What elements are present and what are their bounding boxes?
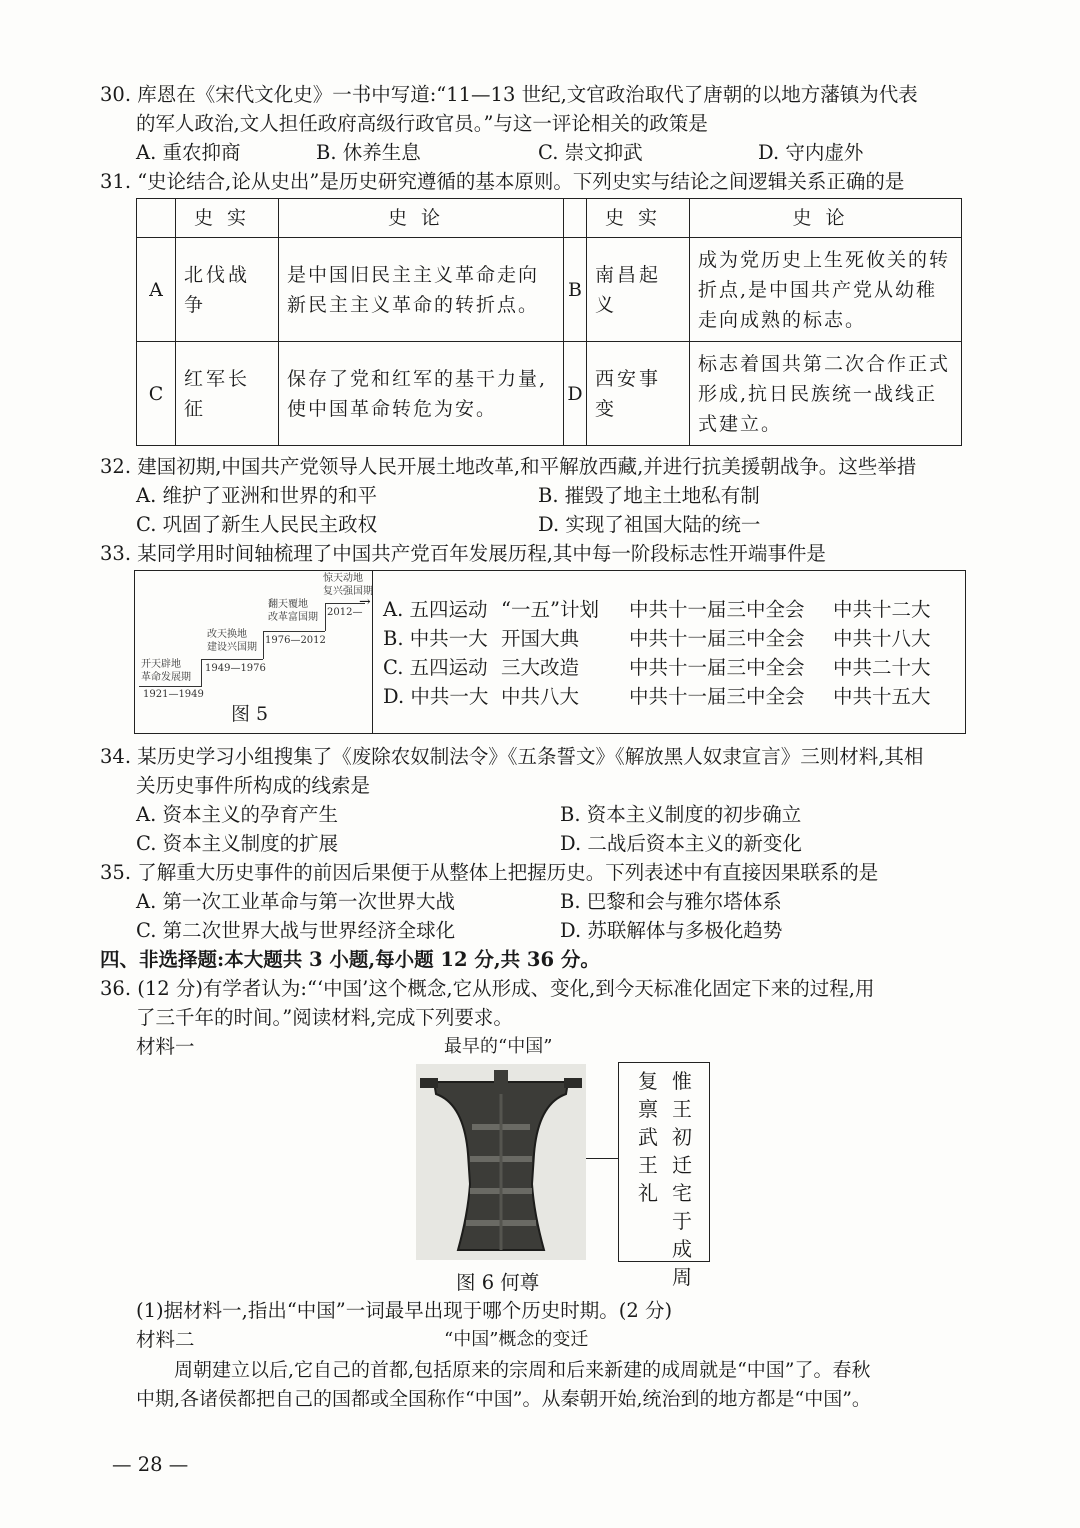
material-1-label: 材料一 bbox=[136, 1035, 195, 1058]
timeline-arrow-icon: → bbox=[359, 594, 371, 610]
q32-option-b: B. 摧毁了地主土地私有制 bbox=[538, 484, 760, 507]
timeline-step-2-line bbox=[201, 659, 263, 660]
q31-letter-a: A bbox=[137, 238, 176, 342]
q36-stem-line2: 了三千年的时间。”阅读材料,完成下列要求。 bbox=[136, 1006, 513, 1029]
material-1-title: 最早的“中国” bbox=[444, 1036, 553, 1057]
q31-claim-a: 是中国旧民主主义革命走向新民主主义革命的转折点。 bbox=[279, 238, 564, 342]
timeline-riser-2 bbox=[263, 631, 264, 659]
q33-figure-caption: 图 5 bbox=[231, 703, 269, 725]
q32-option-d: D. 实现了祖国大陆的统一 bbox=[538, 513, 761, 536]
q35-stem: 35. 了解重大历史事件的前因后果便于从整体上把握历史。下列表述中有直接因果联系的是 bbox=[100, 861, 879, 884]
q34-option-d: D. 二战后资本主义的新变化 bbox=[560, 832, 802, 855]
timeline-step-1-period: 1921—1949 bbox=[143, 689, 204, 700]
q30-option-c: C. 崇文抑武 bbox=[538, 141, 643, 164]
q36-subquestion-1: (1)据材料一,指出“中国”一词最早出现于哪个历史时期。(2 分) bbox=[136, 1299, 673, 1322]
q31-fact-d: 西安事变 bbox=[587, 342, 690, 446]
q33-option-b: B. 中共一大 开国大典 中共十一届三中全会 中共十八大 bbox=[383, 627, 931, 650]
q31-table bbox=[136, 198, 962, 446]
q34-option-b: B. 资本主义制度的初步确立 bbox=[560, 803, 802, 826]
q34-option-a: A. 资本主义的孕育产生 bbox=[136, 803, 338, 826]
timeline-step-4-period: 2012— bbox=[327, 607, 363, 618]
q35-option-a: A. 第一次工业革命与第一次世界大战 bbox=[136, 890, 455, 913]
q30-option-d: D. 守内虚外 bbox=[758, 141, 864, 164]
q32-stem: 32. 建国初期,中国共产党领导人民开展土地改革,和平解放西藏,并进行抗美援朝战争。这些举措 bbox=[100, 455, 917, 478]
q31-letter-d: D bbox=[564, 342, 587, 446]
inscription-connector bbox=[586, 1158, 618, 1159]
section-4-heading: 四、非选择题:本大题共 3 小题,每小题 12 分,共 36 分。 bbox=[100, 948, 600, 971]
q31-fact-c: 红军长征 bbox=[176, 342, 279, 446]
q31-header-fact-2: 史实 bbox=[587, 199, 690, 238]
timeline-step-1-title: 开天辟地 bbox=[141, 659, 181, 670]
q31-claim-b: 成为党历史上生死攸关的转折点,是中国共产党从幼稚走向成熟的标志。 bbox=[690, 238, 962, 342]
material-2-line2: 中期,各诸侯都把自己的国都或全国称作“中国”。从秦朝开始,统治到的地方都是“中国”。 bbox=[136, 1388, 871, 1410]
inscription-box bbox=[618, 1062, 710, 1289]
q31-claim-d: 标志着国共第二次合作正式形成,抗日民族统一战线正式建立。 bbox=[690, 342, 962, 446]
q35-option-b: B. 巴黎和会与雅尔塔体系 bbox=[560, 890, 782, 913]
timeline-riser-1 bbox=[201, 659, 202, 687]
q30-stem-line2: 的军人政治,文人担任政府高级行政官员。”与这一评论相关的政策是 bbox=[136, 112, 708, 135]
q34-option-c: C. 资本主义制度的扩展 bbox=[136, 832, 339, 855]
q34-stem-line1: 34. 某历史学习小组搜集了《废除农奴制法令》《五条誓文》《解放黑人奴隶宣言》三则材料,其相 bbox=[100, 745, 924, 768]
q32-option-c: C. 巩固了新生人民民主政权 bbox=[136, 513, 378, 536]
q30-option-a: A. 重农抑商 bbox=[136, 141, 241, 164]
q33-figure-box bbox=[134, 570, 966, 734]
q30-option-b: B. 休养生息 bbox=[316, 141, 421, 164]
q31-header-fact-1: 史实 bbox=[176, 199, 279, 238]
q31-row-cd bbox=[137, 342, 962, 446]
q31-stem: 31. “史论结合,论从史出”是历史研究遵循的基本原则。下列史实与结论之间逻辑关系正确的是 bbox=[100, 170, 905, 193]
q33-option-a: A. 五四运动 “一五”计划 中共十一届三中全会 中共十二大 bbox=[383, 598, 931, 621]
q33-stem: 33. 某同学用时间轴梳理了中国共产党百年发展历程,其中每一阶段标志性开端事件是 bbox=[100, 542, 826, 565]
timeline-step-3-period: 1976—2012 bbox=[265, 635, 326, 646]
q33-option-c: C. 五四运动 三大改造 中共十一届三中全会 中共二十大 bbox=[383, 656, 931, 679]
material-2-title: “中国”概念的变迁 bbox=[444, 1329, 589, 1350]
inscription-column-1: 惟王初迁宅于成周 bbox=[672, 1069, 692, 1289]
q31-row-ab bbox=[137, 238, 962, 342]
timeline-step-1-subtitle: 革命发展期 bbox=[141, 672, 191, 683]
q31-header-claim-1: 史论 bbox=[279, 199, 564, 238]
q35-option-d: D. 苏联解体与多极化趋势 bbox=[560, 919, 783, 942]
timeline-step-1-line bbox=[139, 686, 201, 687]
he-zun-vessel-image bbox=[416, 1064, 586, 1260]
q31-header-row bbox=[137, 199, 962, 238]
q36-stem-line1: 36. (12 分)有学者认为:“‘中国’这个概念,它从形成、变化,到今天标准化固定下来的过程,用 bbox=[100, 977, 875, 1000]
timeline-step-2-period: 1949—1976 bbox=[205, 663, 266, 674]
q31-fact-b: 南昌起义 bbox=[587, 238, 690, 342]
timeline-step-3-title: 翻天覆地 bbox=[268, 599, 308, 610]
inscription-column-2: 复禀武王礼 bbox=[638, 1069, 658, 1205]
q31-letter-b: B bbox=[564, 238, 587, 342]
q33-option-d: D. 中共一大 中共八大 中共十一届三中全会 中共十五大 bbox=[383, 685, 931, 708]
q32-option-a: A. 维护了亚洲和世界的和平 bbox=[136, 484, 377, 507]
q31-header-claim-2: 史论 bbox=[690, 199, 962, 238]
timeline-step-2-title: 改天换地 bbox=[207, 629, 247, 640]
figure-6-caption: 图 6 何尊 bbox=[456, 1271, 540, 1294]
q31-fact-a: 北伐战争 bbox=[176, 238, 279, 342]
page-number: — 28 — bbox=[112, 1453, 189, 1476]
timeline-riser-3 bbox=[325, 603, 326, 631]
timeline-step-2-subtitle: 建设兴国期 bbox=[207, 642, 257, 653]
timeline-step-4-subtitle: 复兴强国期 bbox=[323, 586, 373, 597]
q31-claim-c: 保存了党和红军的基干力量,使中国革命转危为安。 bbox=[279, 342, 564, 446]
q31-letter-c: C bbox=[137, 342, 176, 446]
material-2-line1: 周朝建立以后,它自己的首都,包括原来的宗周和后来新建的成周就是“中国”了。春秋 bbox=[174, 1359, 871, 1381]
q34-stem-line2: 关历史事件所构成的线索是 bbox=[136, 774, 371, 797]
q30-stem-line1: 30. 库恩在《宋代文化史》一书中写道:“11—13 世纪,文官政治取代了唐朝的以地方藩镇为代表 bbox=[100, 83, 918, 106]
timeline-step-3-subtitle: 改革富国期 bbox=[268, 612, 318, 623]
timeline-step-3-line bbox=[263, 631, 325, 632]
q35-option-c: C. 第二次世界大战与世界经济全球化 bbox=[136, 919, 456, 942]
timeline-step-4-title: 惊天动地 bbox=[323, 573, 363, 584]
material-2-label: 材料二 bbox=[136, 1328, 195, 1351]
